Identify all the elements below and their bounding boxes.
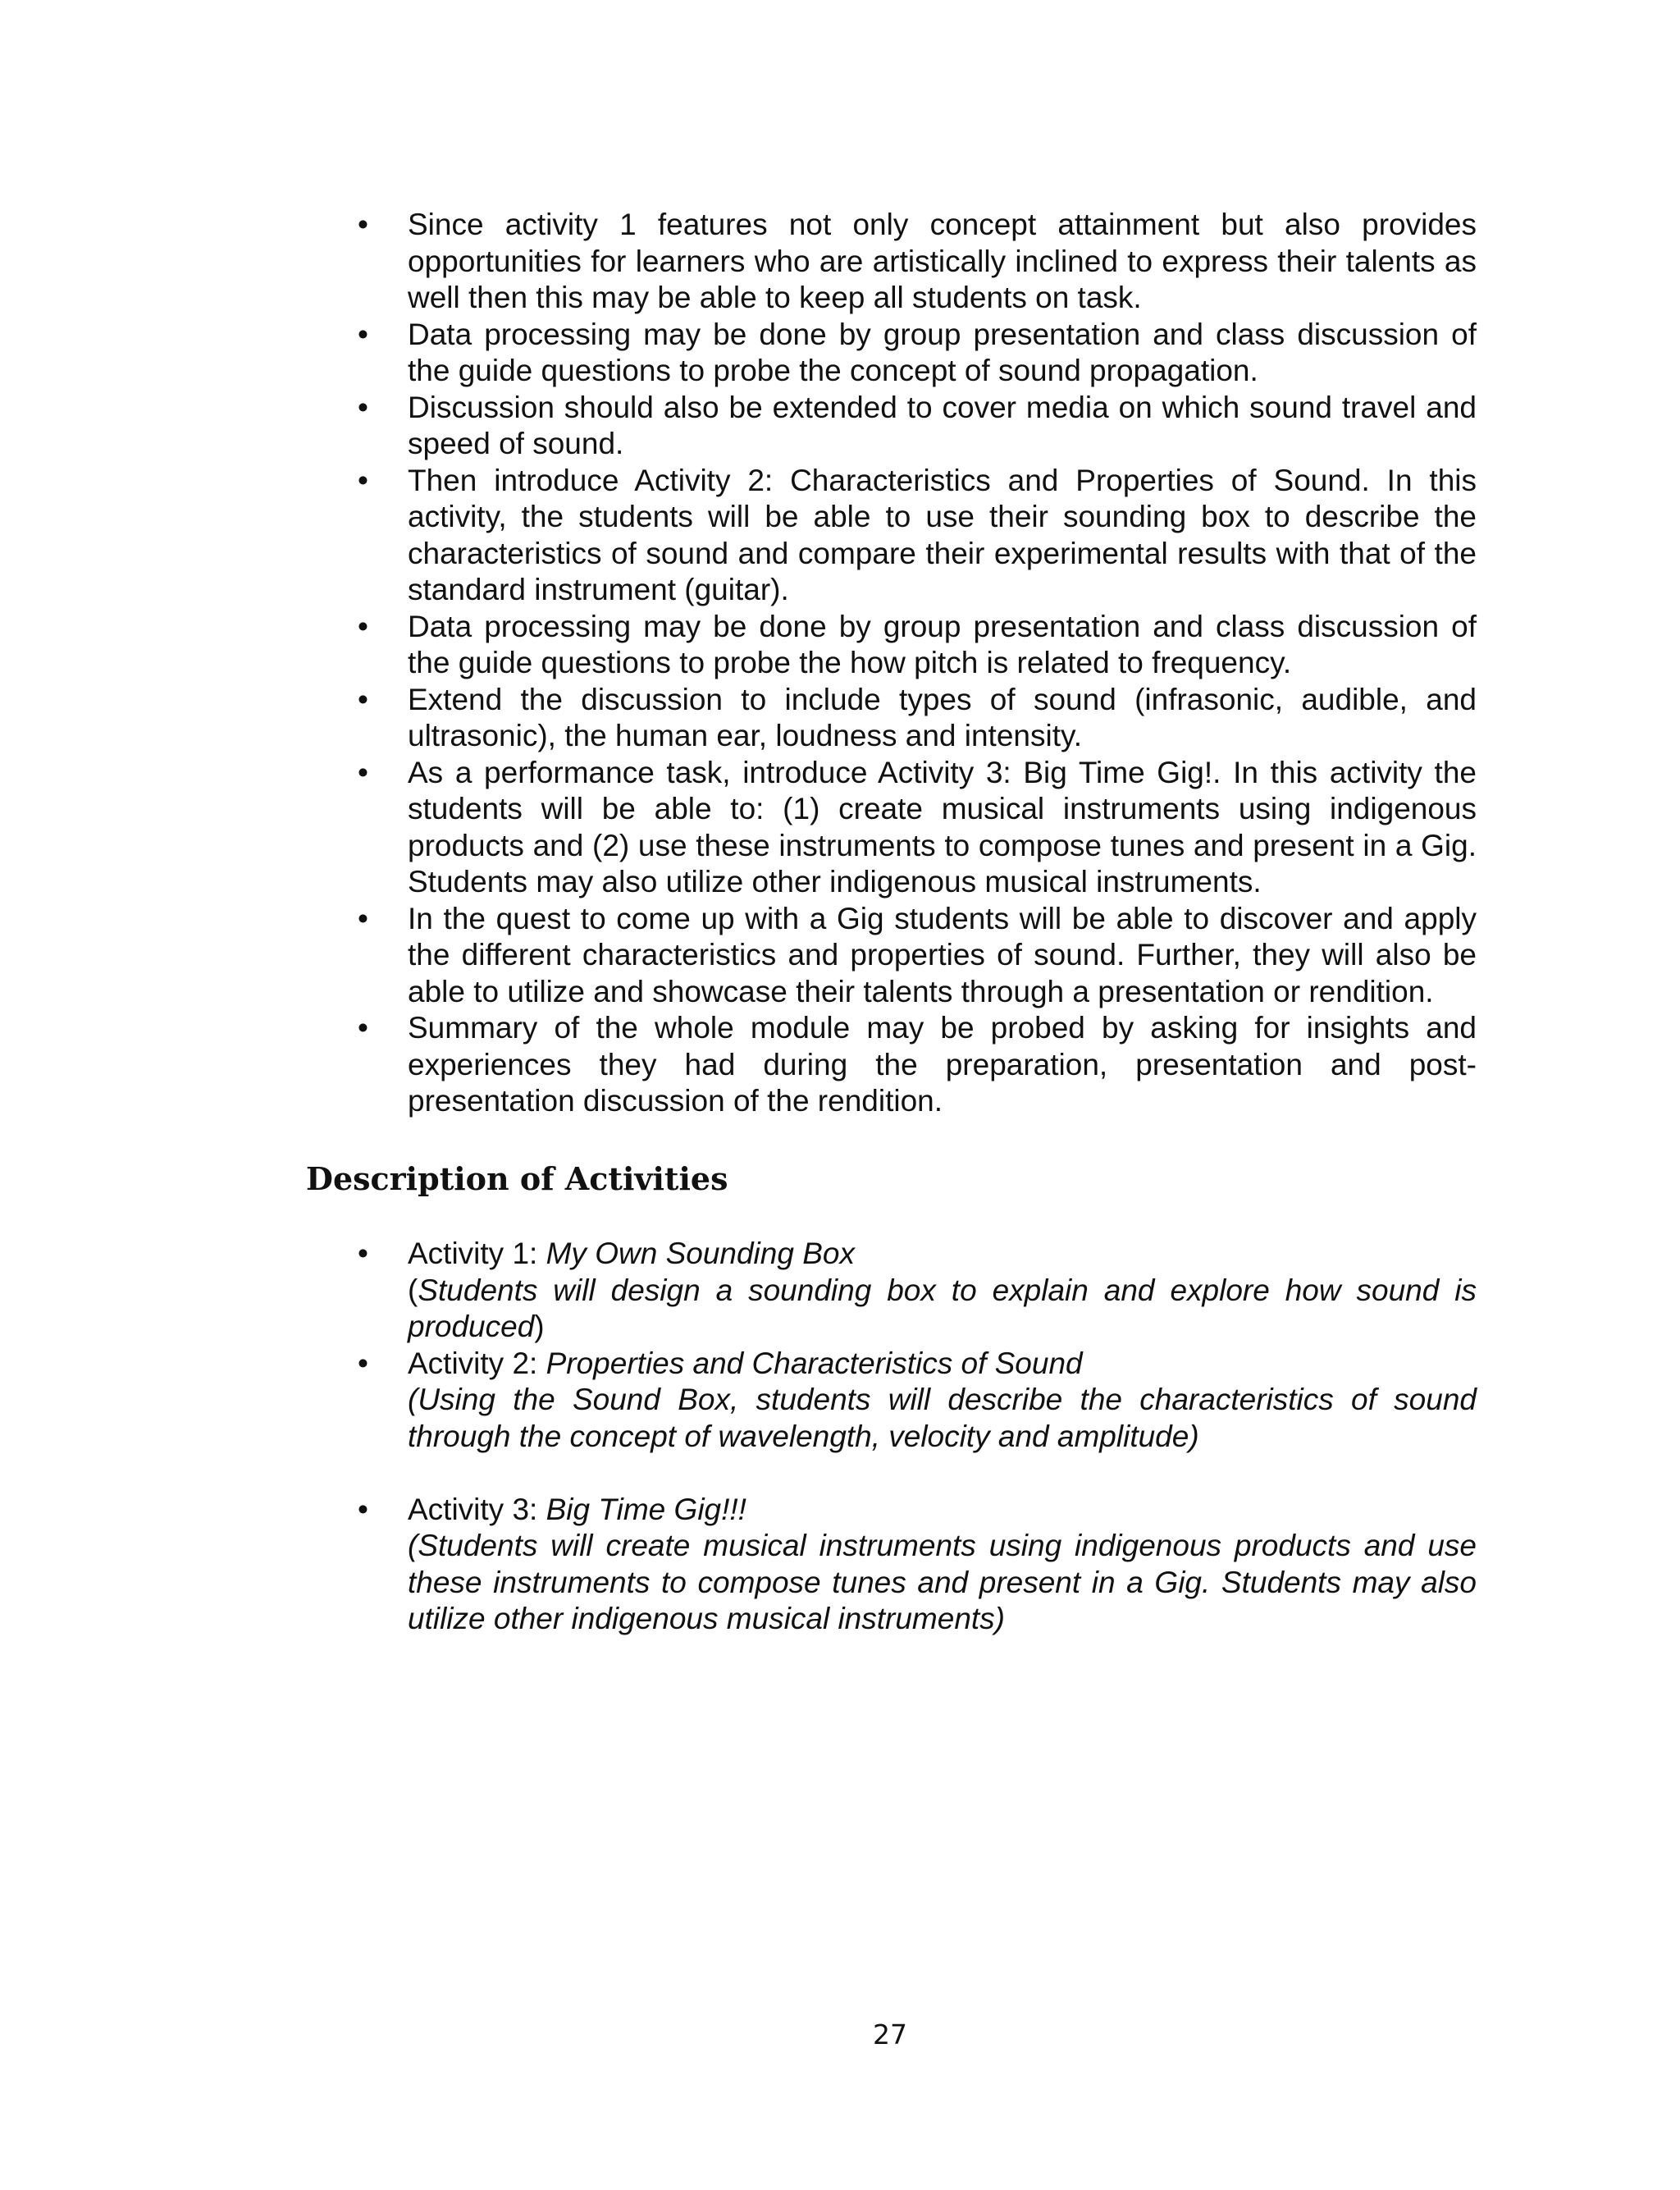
list-item — [358, 463, 1477, 609]
list-item — [358, 609, 1477, 682]
bullet-icon: • — [358, 755, 368, 789]
bullet-icon: • — [358, 463, 368, 497]
activities-section — [358, 1236, 1477, 1638]
activity-label: Activity 1: — [408, 1237, 546, 1270]
list-item-text: Extend the discussion to include types of sound (infrasonic, audible, and ultrasonic), the human ear, loudness and intensity. — [408, 682, 1477, 752]
teaching-notes-list — [358, 207, 1477, 1120]
activity-label: Activity 2: — [408, 1346, 546, 1380]
bullet-icon: • — [358, 682, 368, 716]
activity-title: My Own Sounding Box — [546, 1237, 855, 1270]
bullet-icon: • — [358, 1237, 368, 1270]
bullet-list-section — [358, 207, 1477, 1120]
activity-title: Big Time Gig!!! — [546, 1492, 746, 1526]
activity-description — [408, 1273, 1477, 1346]
bullet-icon: • — [358, 1346, 368, 1380]
activity-item-2 — [358, 1346, 1477, 1456]
list-item-text: Discussion should also be extended to cover media on which sound travel and speed of sound. — [408, 390, 1477, 460]
bullet-icon: • — [358, 901, 368, 935]
bullet-icon: • — [358, 317, 368, 351]
open-paren: ( — [408, 1273, 418, 1307]
list-item-text: Data processing may be done by group presentation and class discussion of the guide questions to probe the concept of sound propagation. — [408, 317, 1477, 387]
list-item — [358, 1010, 1477, 1120]
list-item-text: Summary of the whole module may be probed by asking for insights and experiences they had during the preparation, presentation and post-presentation discussion of the rendition. — [408, 1011, 1477, 1118]
page-number: 27 — [873, 2019, 907, 2051]
list-item — [358, 682, 1477, 755]
list-item — [358, 317, 1477, 390]
list-item — [358, 390, 1477, 463]
section-heading: Description of Activities — [306, 1160, 728, 1197]
bullet-icon: • — [358, 1492, 368, 1526]
close-paren: ) — [534, 1310, 545, 1343]
list-item-text: Data processing may be done by group presentation and class discussion of the guide questions to probe the how pitch is related to frequency. — [408, 609, 1477, 679]
list-item — [358, 901, 1477, 1011]
bullet-icon: • — [358, 390, 368, 424]
activity-item-1 — [358, 1236, 1477, 1346]
bullet-icon: • — [358, 208, 368, 241]
list-item — [358, 207, 1477, 317]
activity-label: Activity 3: — [408, 1492, 546, 1526]
activity-title: Properties and Characteristics of Sound — [546, 1346, 1083, 1380]
activity-description: (Using the Sound Box, students will describe the characteristics of sound through the concept of wavelength, velocity and amplitude) — [408, 1383, 1477, 1453]
activities-list — [358, 1236, 1477, 1638]
list-item-text: Then introduce Activity 2: Characteristics and Properties of Sound. In this activity, the students will be able to use their sounding box to describe the characteristics of sound and compare their experimental results with that of the standard instrument (guitar). — [408, 463, 1477, 606]
activity-description: (Students will create musical instruments using indigenous products and use these instruments to compose tunes and present in a Gig. Students may also utilize other indigenous musical instruments) — [408, 1529, 1477, 1635]
bullet-icon: • — [358, 1011, 368, 1045]
activity-item-3 — [358, 1492, 1477, 1638]
bullet-icon: • — [358, 609, 368, 643]
list-item-text: In the quest to come up with a Gig students will be able to discover and apply the different characteristics and properties of sound. Further, they will also be able to utilize and showcase their talents through a presentation or rendition. — [408, 901, 1477, 1008]
activity-description-text: Students will design a sounding box to explain and explore how sound is produced — [408, 1273, 1477, 1343]
list-item-text: Since activity 1 features not only concept attainment but also provides opportunities for learners who are artistically inclined to express their talents as well then this may be able to keep all students on task. — [408, 208, 1477, 314]
list-item — [358, 755, 1477, 901]
list-item-text: As a performance task, introduce Activity 3: Big Time Gig!. In this activity the students will be able to: (1) create musical instruments using indigenous products and (2) use these instruments to compose tunes and present in a Gig. Students may also utilize other indigenous musical instruments. — [408, 755, 1477, 898]
